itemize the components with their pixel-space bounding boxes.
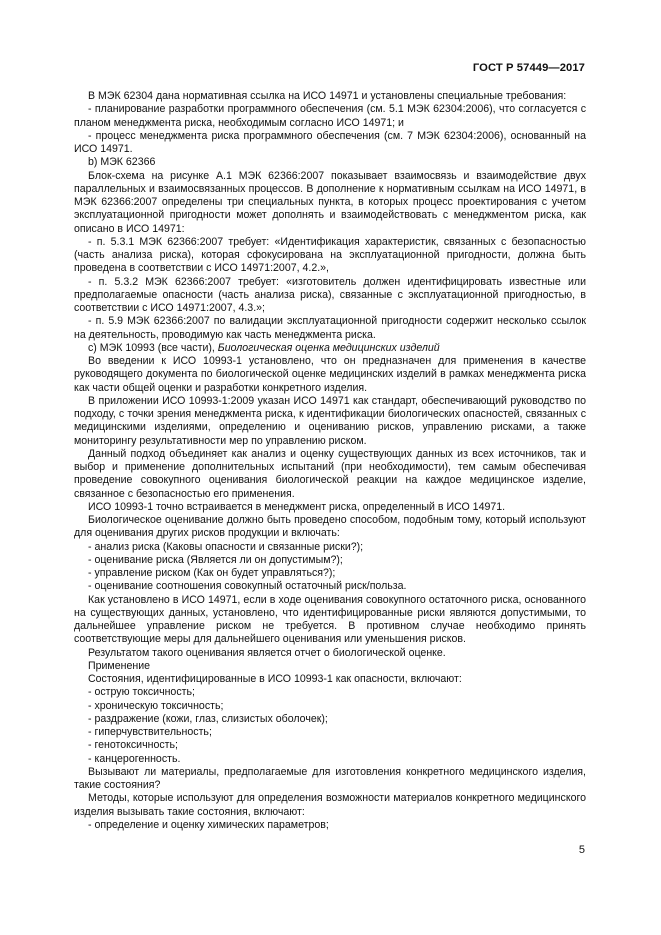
paragraph-text: Методы, которые используют для определения возможности материалов конкретного медицинского изделия вызывать такие состояния, включают: bbox=[74, 792, 586, 818]
page-number: 5 bbox=[578, 844, 585, 856]
list-item bbox=[74, 315, 586, 342]
paragraph-italic-text: Биологическая оценка медицинских изделий bbox=[217, 341, 440, 354]
paragraph-text: - определение и оценку химических параметров; bbox=[88, 818, 329, 831]
paragraph bbox=[74, 660, 586, 673]
paragraph bbox=[74, 501, 586, 514]
paragraph-text: Применение bbox=[88, 659, 151, 672]
paragraph-text: Состояния, идентифицированные в ИСО 10993-1 как опасности, включают: bbox=[88, 673, 462, 685]
body-text bbox=[74, 90, 586, 832]
paragraph-text: Во введении к ИСО 10993-1 установлено, что он предназначен для применения в качестве руководящего документа по биологической оценке медицинских изделий в рамках менеджмента риска как части общей оценки и разработки конкретного изделия. bbox=[74, 355, 586, 394]
list-item bbox=[74, 726, 586, 739]
paragraph-text: - п. 5.3.1 МЭК 62366:2007 требует: «Идентификация характеристик, связанных с безопасностью (часть анализа риска), которая сфокусирована на эксплуатационной пригодности, должна быть проведена в соответствии с ИСО 14971:2007, 4.2.», bbox=[74, 235, 586, 275]
paragraph bbox=[74, 90, 586, 103]
list-item bbox=[74, 713, 586, 726]
paragraph-text: - п. 5.9 МЭК 62366:2007 по валидации эксплуатационной пригодности содержит несколько ссылок на деятельность, проводимую как часть менеджмента риска. bbox=[74, 315, 586, 341]
paragraph-text: - оценивание риска (Является ли он допустимым?); bbox=[88, 553, 343, 566]
paragraph bbox=[74, 673, 586, 686]
paragraph bbox=[74, 792, 586, 819]
paragraph-text: - острую токсичность; bbox=[88, 686, 195, 699]
list-item bbox=[74, 541, 586, 554]
paragraph-text: - управление риском (Как он будет управляться?); bbox=[88, 567, 336, 579]
paragraph bbox=[74, 170, 586, 236]
list-item bbox=[74, 103, 586, 130]
paragraph bbox=[74, 342, 586, 355]
paragraph-text: ИСО 10993-1 точно встраивается в менеджмент риска, определенный в ИСО 14971. bbox=[88, 500, 506, 513]
paragraph bbox=[74, 355, 586, 395]
paragraph bbox=[74, 448, 586, 501]
paragraph-text: - п. 5.3.2 МЭК 62366:2007 требует: «изготовитель должен идентифицировать известные или предполагаемые опасности (часть анализа риска), связанные с эксплуатационной пригодностью, в соответствии с ИСО 14971:2007, 4.3.»; bbox=[74, 275, 586, 314]
list-item bbox=[74, 236, 586, 276]
paragraph-text: b) МЭК 62366 bbox=[88, 156, 156, 169]
paragraph-text: В МЭК 62304 дана нормативная ссылка на ИСО 14971 и установлены специальные требования: bbox=[88, 90, 567, 102]
paragraph-text: Как установлено в ИСО 14971, если в ходе оценивания совокупного остаточного риска, основанного на существующих данных, установлено, что идентифицированные риски являются допустимыми, то дальнейшее управление риском не требуется. В противном случае необходимо принять соответствующие меры для дальнейшего оценивания или уменьшения рисков. bbox=[74, 593, 586, 646]
list-item bbox=[74, 554, 586, 567]
paragraph bbox=[74, 594, 586, 647]
list-item bbox=[74, 567, 586, 580]
list-item bbox=[74, 130, 586, 157]
list-item bbox=[74, 819, 586, 832]
paragraph-text: - гиперчувствительность; bbox=[88, 726, 212, 738]
paragraph-text: - планирование разработки программного обеспечения (см. 5.1 МЭК 62304:2006), что согласуется с планом менеджмента риска, необходимым согласно ИСО 14971; и bbox=[74, 103, 586, 129]
list-item bbox=[74, 739, 586, 752]
list-item bbox=[74, 700, 586, 713]
paragraph bbox=[74, 395, 586, 448]
paragraph bbox=[74, 514, 586, 541]
paragraph-text: Блок-схема на рисунке А.1 МЭК 62366:2007 показывает взаимосвязь и взаимодействие двух параллельных и взаимосвязанных процессов. В дополнение к нормативным ссылкам на ИСО 14971, в МЭК 62366:2007 определены три специальных пункта, в которых процесс проектирования с учетом эксплуатационной пригодности может дополнять и взаимодействовать с менеджментом риска, как описано в ИСО 14971: bbox=[74, 169, 586, 235]
paragraph-text: - генотоксичность; bbox=[88, 739, 178, 752]
paragraph-text: Данный подход объединяет как анализ и оценку существующих данных из всех источников, так и выбор и применение дополнительных испытаний (при необходимости), тем самым обеспечивая проведение совокупного оценивания биологической реакции на каждое медицинское изделие, связанное с безопасностью его применения. bbox=[74, 447, 586, 500]
list-item bbox=[74, 276, 586, 316]
paragraph-text: В приложении ИСО 10993-1:2009 указан ИСО 14971 как стандарт, обеспечивающий руководство по подходу, с точки зрения менеджмента риска, к идентификации биологических опасностей, связанных с медицинскими изделиями, определению и оцениванию рисков, управлению рисками, а также мониторингу результативности мер по управлению риском. bbox=[74, 394, 586, 447]
paragraph-text: - анализ риска (Каковы опасности и связанные риски?); bbox=[88, 540, 364, 553]
paragraph-text: - канцерогенность. bbox=[88, 752, 181, 765]
paragraph-text: Вызывают ли материалы, предполагаемые для изготовления конкретного медицинского изделия, такие состояния? bbox=[74, 765, 586, 791]
paragraph-text: Биологическое оценивание должно быть проведено способом, подобным тому, который используют для оценивания других рисков продукции и включать: bbox=[74, 514, 586, 540]
paragraph-text: c) МЭК 10993 (все части), bbox=[88, 341, 218, 354]
list-item bbox=[74, 686, 586, 699]
list-item bbox=[74, 580, 586, 593]
paragraph-text: - хроническую токсичность; bbox=[88, 699, 224, 712]
paragraph bbox=[74, 156, 586, 169]
paragraph-text: - оценивание соотношения совокупный остаточный риск/польза. bbox=[88, 580, 407, 593]
paragraph bbox=[74, 766, 586, 793]
document-code-header: ГОСТ Р 57449—2017 bbox=[472, 62, 585, 74]
list-item bbox=[74, 753, 586, 766]
paragraph-text: Результатом такого оценивания является отчет о биологической оценке. bbox=[88, 646, 446, 659]
paragraph-text: - раздражение (кожи, глаз, слизистых оболочек); bbox=[88, 712, 328, 725]
paragraph bbox=[74, 647, 586, 660]
paragraph-text: - процесс менеджмента риска программного обеспечения (см. 7 МЭК 62304:2006), основанный на ИСО 14971. bbox=[74, 129, 586, 155]
